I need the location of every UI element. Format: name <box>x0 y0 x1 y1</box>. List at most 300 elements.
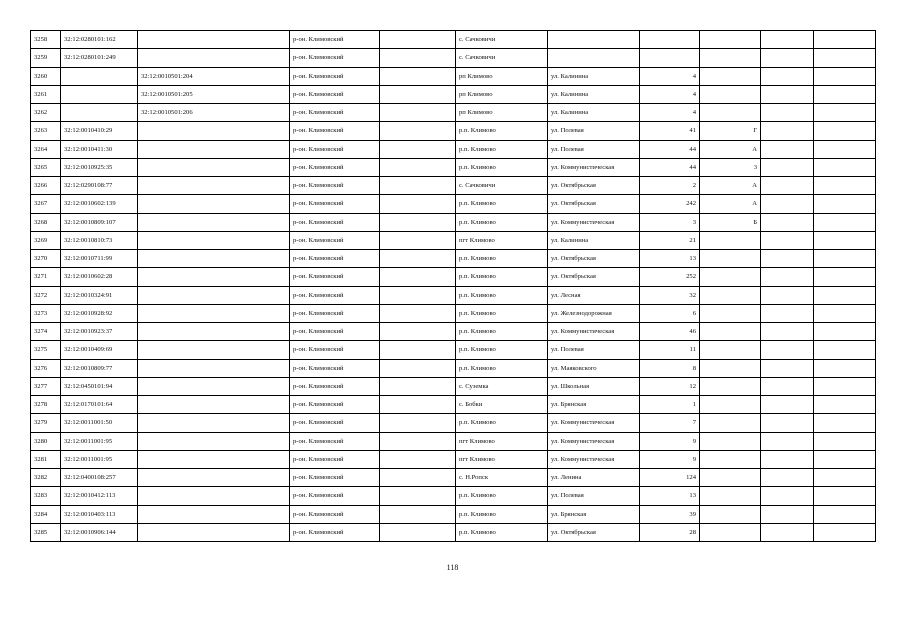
extra-2-cell <box>814 304 876 322</box>
district-cell: р-он. Климовский <box>290 469 380 487</box>
house-letter-cell <box>700 377 761 395</box>
house-letter-cell <box>700 31 761 49</box>
district-cell: р-он. Климовский <box>290 268 380 286</box>
extra-2-cell <box>814 49 876 67</box>
extra-1-cell <box>761 286 814 304</box>
row-number-cell: 3263 <box>31 122 61 140</box>
cadastral-number-cell: 32:12:0170101:64 <box>61 396 138 414</box>
district-cell: р-он. Климовский <box>290 396 380 414</box>
settlement-cell: с. Н.Ропск <box>456 469 548 487</box>
parent-cadastral-number-cell: 32:12:0010501:204 <box>138 67 290 85</box>
district-cell: р-он. Климовский <box>290 523 380 541</box>
extra-1-cell <box>761 323 814 341</box>
extra-1-cell <box>761 396 814 414</box>
house-letter-cell: Б <box>700 213 761 231</box>
parent-cadastral-number-cell <box>138 469 290 487</box>
cadastral-number-cell: 32:12:0010810:73 <box>61 231 138 249</box>
extra-1-cell <box>761 122 814 140</box>
parent-cadastral-number-cell <box>138 377 290 395</box>
row-number-cell: 3270 <box>31 250 61 268</box>
extra-1-cell <box>761 213 814 231</box>
row-number-cell: 3269 <box>31 231 61 249</box>
cadastral-number-cell <box>61 104 138 122</box>
extra-1-cell <box>761 104 814 122</box>
settlement-cell: с. Сачковичи <box>456 31 548 49</box>
district-cell: р-он. Климовский <box>290 341 380 359</box>
parent-cadastral-number-cell <box>138 341 290 359</box>
house-number-cell: 12 <box>640 377 700 395</box>
extra-1-cell <box>761 250 814 268</box>
table-row <box>31 195 876 213</box>
house-letter-cell: А <box>700 195 761 213</box>
extra-1-cell <box>761 177 814 195</box>
parent-cadastral-number-cell <box>138 231 290 249</box>
row-number-cell: 3282 <box>31 469 61 487</box>
cadastral-number-cell: 32:12:0010412:113 <box>61 487 138 505</box>
parent-cadastral-number-cell <box>138 505 290 523</box>
street-cell: ул. Коммунистическая <box>548 450 640 468</box>
table-row <box>31 231 876 249</box>
street-cell: ул. Коммунистическая <box>548 213 640 231</box>
table-row <box>31 323 876 341</box>
house-letter-cell <box>700 250 761 268</box>
extra-2-cell <box>814 396 876 414</box>
district-cell: р-он. Климовский <box>290 85 380 103</box>
cadastral-number-cell: 32:12:0010925:35 <box>61 158 138 176</box>
extra-2-cell <box>814 231 876 249</box>
extra-2-cell <box>814 487 876 505</box>
table-row <box>31 469 876 487</box>
parent-cadastral-number-cell <box>138 158 290 176</box>
house-number-cell: 9 <box>640 432 700 450</box>
settlement-type-cell <box>380 414 456 432</box>
row-number-cell: 3278 <box>31 396 61 414</box>
house-letter-cell: А <box>700 177 761 195</box>
street-cell: ул. Калинина <box>548 104 640 122</box>
street-cell: ул. Коммунистическая <box>548 323 640 341</box>
street-cell: ул. Лесная <box>548 286 640 304</box>
extra-2-cell <box>814 523 876 541</box>
house-number-cell: 2 <box>640 177 700 195</box>
parent-cadastral-number-cell: 32:12:0010501:206 <box>138 104 290 122</box>
settlement-cell: р.п. Климово <box>456 505 548 523</box>
house-letter-cell <box>700 67 761 85</box>
street-cell: ул. Школьная <box>548 377 640 395</box>
row-number-cell: 3285 <box>31 523 61 541</box>
extra-1-cell <box>761 67 814 85</box>
settlement-type-cell <box>380 158 456 176</box>
row-number-cell: 3260 <box>31 67 61 85</box>
table-row <box>31 377 876 395</box>
extra-2-cell <box>814 377 876 395</box>
settlement-type-cell <box>380 505 456 523</box>
row-number-cell: 3261 <box>31 85 61 103</box>
parent-cadastral-number-cell <box>138 414 290 432</box>
settlement-cell: р.п. Климово <box>456 122 548 140</box>
settlement-type-cell <box>380 31 456 49</box>
district-cell: р-он. Климовский <box>290 158 380 176</box>
house-number-cell: 41 <box>640 122 700 140</box>
table-row <box>31 359 876 377</box>
settlement-cell: р.п. Климово <box>456 359 548 377</box>
street-cell <box>548 49 640 67</box>
house-number-cell <box>640 49 700 67</box>
row-number-cell: 3259 <box>31 49 61 67</box>
house-letter-cell <box>700 304 761 322</box>
table-row <box>31 414 876 432</box>
settlement-cell: рп Климово <box>456 85 548 103</box>
parent-cadastral-number-cell <box>138 396 290 414</box>
street-cell: ул. Октябрьская <box>548 177 640 195</box>
house-number-cell: 1 <box>640 396 700 414</box>
street-cell: ул. Калинина <box>548 67 640 85</box>
extra-2-cell <box>814 213 876 231</box>
house-letter-cell <box>700 523 761 541</box>
district-cell: р-он. Климовский <box>290 286 380 304</box>
row-number-cell: 3265 <box>31 158 61 176</box>
house-letter-cell <box>700 487 761 505</box>
table-row <box>31 49 876 67</box>
house-letter-cell: А <box>700 140 761 158</box>
house-letter-cell <box>700 104 761 122</box>
street-cell: ул. Ленина <box>548 469 640 487</box>
settlement-type-cell <box>380 487 456 505</box>
cadastral-number-cell: 32:12:0010711:99 <box>61 250 138 268</box>
extra-2-cell <box>814 85 876 103</box>
row-number-cell: 3258 <box>31 31 61 49</box>
settlement-cell: пгт Климово <box>456 231 548 249</box>
table-row <box>31 396 876 414</box>
table-row <box>31 250 876 268</box>
district-cell: р-он. Климовский <box>290 359 380 377</box>
cadastral-number-cell: 32:12:0010809:77 <box>61 359 138 377</box>
parent-cadastral-number-cell: 32:12:0010501:205 <box>138 85 290 103</box>
district-cell: р-он. Климовский <box>290 505 380 523</box>
house-letter-cell <box>700 432 761 450</box>
cadastral-number-cell: 32:12:0010906:144 <box>61 523 138 541</box>
settlement-type-cell <box>380 286 456 304</box>
settlement-cell: р.п. Климово <box>456 341 548 359</box>
parent-cadastral-number-cell <box>138 177 290 195</box>
parent-cadastral-number-cell <box>138 523 290 541</box>
district-cell: р-он. Климовский <box>290 432 380 450</box>
street-cell: ул. Октябрьская <box>548 523 640 541</box>
extra-2-cell <box>814 104 876 122</box>
house-number-cell: 11 <box>640 341 700 359</box>
table-row <box>31 140 876 158</box>
extra-2-cell <box>814 195 876 213</box>
extra-1-cell <box>761 469 814 487</box>
district-cell: р-он. Климовский <box>290 323 380 341</box>
street-cell: ул. Октябрьская <box>548 195 640 213</box>
cadastral-number-cell: 32:12:0011001:50 <box>61 414 138 432</box>
parent-cadastral-number-cell <box>138 49 290 67</box>
house-letter-cell: Г <box>700 122 761 140</box>
cadastral-number-cell: 32:12:0011001:95 <box>61 432 138 450</box>
table-row <box>31 177 876 195</box>
settlement-type-cell <box>380 140 456 158</box>
table-row <box>31 505 876 523</box>
extra-2-cell <box>814 67 876 85</box>
cadastral-number-cell: 32:12:0010411:30 <box>61 140 138 158</box>
registry-table <box>30 30 876 542</box>
registry-table-body <box>31 31 876 542</box>
extra-1-cell <box>761 523 814 541</box>
cadastral-number-cell: 32:12:0290108:77 <box>61 177 138 195</box>
house-number-cell: 6 <box>640 304 700 322</box>
extra-2-cell <box>814 469 876 487</box>
parent-cadastral-number-cell <box>138 487 290 505</box>
row-number-cell: 3280 <box>31 432 61 450</box>
table-row <box>31 304 876 322</box>
extra-1-cell <box>761 231 814 249</box>
extra-1-cell <box>761 85 814 103</box>
settlement-type-cell <box>380 122 456 140</box>
row-number-cell: 3277 <box>31 377 61 395</box>
table-row <box>31 341 876 359</box>
extra-1-cell <box>761 341 814 359</box>
parent-cadastral-number-cell <box>138 31 290 49</box>
street-cell: ул. Брянская <box>548 505 640 523</box>
extra-2-cell <box>814 122 876 140</box>
extra-2-cell <box>814 158 876 176</box>
house-number-cell: 32 <box>640 286 700 304</box>
cadastral-number-cell: 32:12:0010410:29 <box>61 122 138 140</box>
district-cell: р-он. Климовский <box>290 104 380 122</box>
street-cell: ул. Полевая <box>548 122 640 140</box>
extra-1-cell <box>761 195 814 213</box>
extra-1-cell <box>761 140 814 158</box>
table-row <box>31 67 876 85</box>
house-number-cell: 44 <box>640 140 700 158</box>
table-row <box>31 85 876 103</box>
district-cell: р-он. Климовский <box>290 250 380 268</box>
settlement-cell: пгт Климово <box>456 432 548 450</box>
settlement-type-cell <box>380 213 456 231</box>
parent-cadastral-number-cell <box>138 140 290 158</box>
house-number-cell: 13 <box>640 250 700 268</box>
cadastral-number-cell <box>61 67 138 85</box>
extra-1-cell <box>761 377 814 395</box>
house-number-cell <box>640 31 700 49</box>
district-cell: р-он. Климовский <box>290 122 380 140</box>
district-cell: р-он. Климовский <box>290 195 380 213</box>
district-cell: р-он. Климовский <box>290 140 380 158</box>
settlement-cell: с. Сачковичи <box>456 49 548 67</box>
district-cell: р-он. Климовский <box>290 487 380 505</box>
district-cell: р-он. Климовский <box>290 49 380 67</box>
cadastral-number-cell: 32:12:0010928:92 <box>61 304 138 322</box>
row-number-cell: 3281 <box>31 450 61 468</box>
table-row <box>31 523 876 541</box>
parent-cadastral-number-cell <box>138 213 290 231</box>
cadastral-number-cell: 32:12:0010403:113 <box>61 505 138 523</box>
parent-cadastral-number-cell <box>138 323 290 341</box>
settlement-type-cell <box>380 67 456 85</box>
table-row <box>31 487 876 505</box>
settlement-type-cell <box>380 85 456 103</box>
district-cell: р-он. Климовский <box>290 177 380 195</box>
table-row <box>31 31 876 49</box>
district-cell: р-он. Климовский <box>290 450 380 468</box>
row-number-cell: 3273 <box>31 304 61 322</box>
extra-2-cell <box>814 286 876 304</box>
street-cell: ул. Брянская <box>548 396 640 414</box>
settlement-cell: р.п. Климово <box>456 195 548 213</box>
extra-2-cell <box>814 31 876 49</box>
house-letter-cell <box>700 85 761 103</box>
parent-cadastral-number-cell <box>138 304 290 322</box>
settlement-type-cell <box>380 250 456 268</box>
table-row <box>31 122 876 140</box>
settlement-type-cell <box>380 177 456 195</box>
row-number-cell: 3274 <box>31 323 61 341</box>
extra-2-cell <box>814 505 876 523</box>
house-letter-cell <box>700 396 761 414</box>
settlement-cell: с. Бобки <box>456 396 548 414</box>
cadastral-number-cell: 32:12:0010809:107 <box>61 213 138 231</box>
parent-cadastral-number-cell <box>138 450 290 468</box>
settlement-cell: р.п. Климово <box>456 213 548 231</box>
street-cell: ул. Коммунистическая <box>548 414 640 432</box>
settlement-type-cell <box>380 268 456 286</box>
house-letter-cell <box>700 341 761 359</box>
settlement-cell: р.п. Климово <box>456 140 548 158</box>
house-number-cell: 9 <box>640 450 700 468</box>
street-cell: ул. Октябрьская <box>548 268 640 286</box>
row-number-cell: 3266 <box>31 177 61 195</box>
extra-1-cell <box>761 304 814 322</box>
settlement-type-cell <box>380 469 456 487</box>
district-cell: р-он. Климовский <box>290 414 380 432</box>
row-number-cell: 3284 <box>31 505 61 523</box>
settlement-cell: с. Сачковичи <box>456 177 548 195</box>
row-number-cell: 3271 <box>31 268 61 286</box>
row-number-cell: 3276 <box>31 359 61 377</box>
cadastral-number-cell: 32:12:0450101:94 <box>61 377 138 395</box>
page-number: 118 <box>446 563 459 572</box>
settlement-cell: р.п. Климово <box>456 158 548 176</box>
row-number-cell: 3283 <box>31 487 61 505</box>
house-number-cell: 252 <box>640 268 700 286</box>
house-number-cell: 4 <box>640 67 700 85</box>
district-cell: р-он. Климовский <box>290 67 380 85</box>
parent-cadastral-number-cell <box>138 432 290 450</box>
parent-cadastral-number-cell <box>138 268 290 286</box>
row-number-cell: 3268 <box>31 213 61 231</box>
settlement-type-cell <box>380 450 456 468</box>
district-cell: р-он. Климовский <box>290 304 380 322</box>
row-number-cell: 3262 <box>31 104 61 122</box>
district-cell: р-он. Климовский <box>290 377 380 395</box>
settlement-cell: р.п. Климово <box>456 304 548 322</box>
parent-cadastral-number-cell <box>138 195 290 213</box>
extra-2-cell <box>814 268 876 286</box>
house-number-cell: 7 <box>640 414 700 432</box>
house-letter-cell <box>700 49 761 67</box>
settlement-type-cell <box>380 323 456 341</box>
street-cell: ул. Полевая <box>548 341 640 359</box>
settlement-cell: р.п. Климово <box>456 414 548 432</box>
house-number-cell: 4 <box>640 85 700 103</box>
street-cell: ул. Октябрьская <box>548 250 640 268</box>
extra-1-cell <box>761 450 814 468</box>
street-cell: ул. Коммунистическая <box>548 432 640 450</box>
district-cell: р-он. Климовский <box>290 31 380 49</box>
parent-cadastral-number-cell <box>138 286 290 304</box>
house-letter-cell <box>700 450 761 468</box>
row-number-cell: 3267 <box>31 195 61 213</box>
parent-cadastral-number-cell <box>138 359 290 377</box>
house-letter-cell <box>700 469 761 487</box>
house-letter-cell <box>700 359 761 377</box>
settlement-cell: р.п. Климово <box>456 323 548 341</box>
row-number-cell: 3279 <box>31 414 61 432</box>
settlement-type-cell <box>380 49 456 67</box>
extra-2-cell <box>814 323 876 341</box>
settlement-cell: р.п. Климово <box>456 487 548 505</box>
extra-1-cell <box>761 268 814 286</box>
cadastral-number-cell: 32:12:0280101:162 <box>61 31 138 49</box>
house-number-cell: 46 <box>640 323 700 341</box>
extra-2-cell <box>814 414 876 432</box>
table-row <box>31 104 876 122</box>
house-letter-cell <box>700 268 761 286</box>
settlement-type-cell <box>380 523 456 541</box>
cadastral-number-cell: 32:12:0010602:28 <box>61 268 138 286</box>
street-cell: ул. Полевая <box>548 487 640 505</box>
extra-1-cell <box>761 414 814 432</box>
extra-2-cell <box>814 450 876 468</box>
settlement-type-cell <box>380 359 456 377</box>
settlement-type-cell <box>380 195 456 213</box>
house-number-cell: 44 <box>640 158 700 176</box>
extra-2-cell <box>814 250 876 268</box>
street-cell: ул. Маяковского <box>548 359 640 377</box>
settlement-cell: р.п. Климово <box>456 523 548 541</box>
extra-1-cell <box>761 505 814 523</box>
cadastral-number-cell <box>61 85 138 103</box>
extra-2-cell <box>814 341 876 359</box>
house-letter-cell <box>700 231 761 249</box>
parent-cadastral-number-cell <box>138 250 290 268</box>
settlement-cell: р.п. Климово <box>456 286 548 304</box>
table-row <box>31 268 876 286</box>
house-number-cell: 13 <box>640 487 700 505</box>
row-number-cell: 3272 <box>31 286 61 304</box>
settlement-cell: рп Климово <box>456 104 548 122</box>
table-row <box>31 286 876 304</box>
extra-1-cell <box>761 487 814 505</box>
street-cell: ул. Коммунистическая <box>548 158 640 176</box>
house-letter-cell: 3 <box>700 158 761 176</box>
settlement-type-cell <box>380 377 456 395</box>
parent-cadastral-number-cell <box>138 122 290 140</box>
settlement-type-cell <box>380 104 456 122</box>
cadastral-number-cell: 32:12:0280101:249 <box>61 49 138 67</box>
cadastral-number-cell: 32:12:0010324:91 <box>61 286 138 304</box>
settlement-cell: р.п. Климово <box>456 268 548 286</box>
cadastral-number-cell: 32:12:0400108:257 <box>61 469 138 487</box>
settlement-type-cell <box>380 304 456 322</box>
extra-1-cell <box>761 432 814 450</box>
district-cell: р-он. Климовский <box>290 213 380 231</box>
house-number-cell: 124 <box>640 469 700 487</box>
house-number-cell: 4 <box>640 104 700 122</box>
house-letter-cell <box>700 414 761 432</box>
house-number-cell: 3 <box>640 213 700 231</box>
settlement-type-cell <box>380 231 456 249</box>
